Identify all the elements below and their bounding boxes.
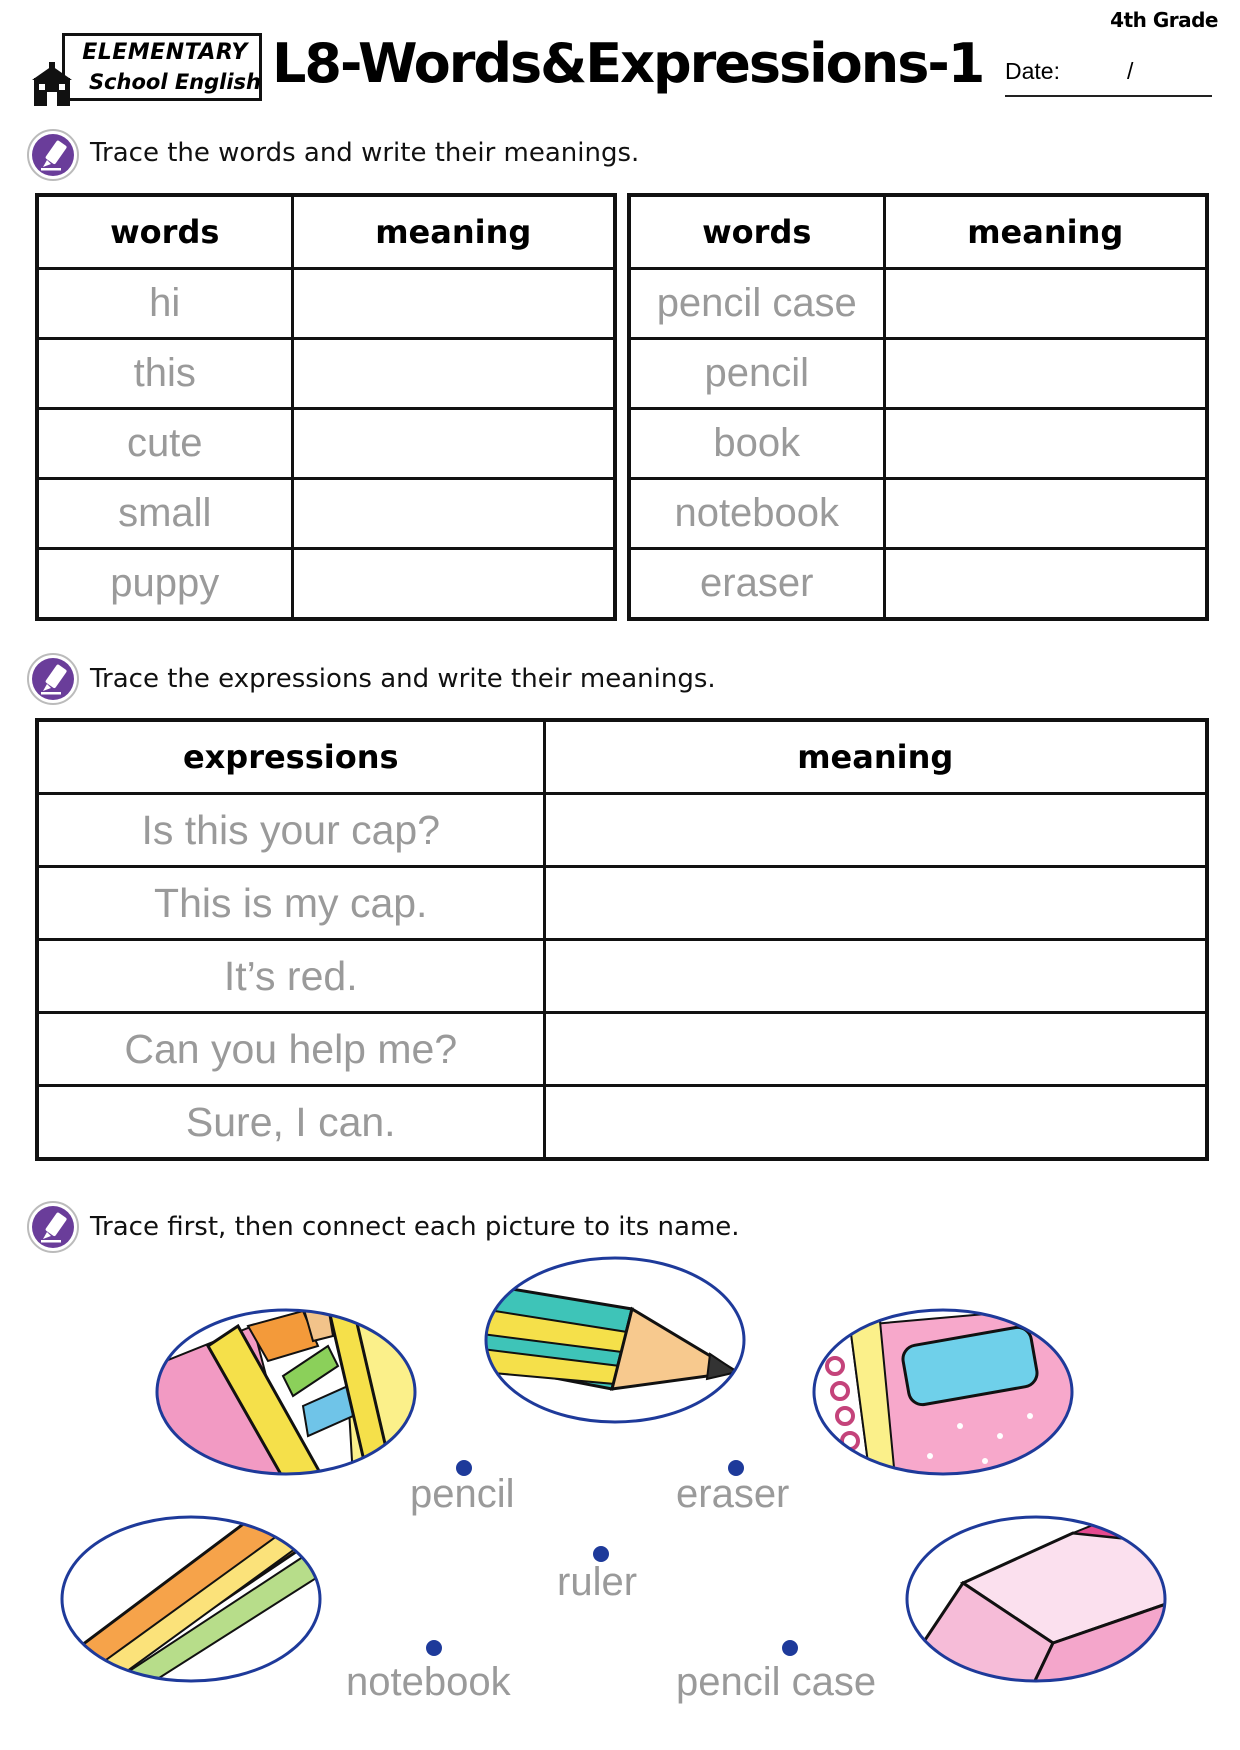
notebook-picture[interactable] bbox=[810, 1306, 1076, 1478]
trace-expression: Is this your cap? bbox=[37, 794, 544, 867]
trace-expression: Sure, I can. bbox=[37, 1086, 544, 1160]
meaning-answer-box[interactable] bbox=[544, 1013, 1207, 1086]
words-header: words bbox=[629, 195, 884, 269]
table-row bbox=[629, 409, 1207, 479]
meaning-answer-box[interactable] bbox=[292, 549, 615, 620]
words-header: words bbox=[37, 195, 292, 269]
school-building-icon bbox=[32, 62, 72, 108]
table-row bbox=[37, 339, 615, 409]
connect-dot[interactable] bbox=[782, 1640, 798, 1656]
trace-word: notebook bbox=[629, 479, 884, 549]
words-table-right bbox=[627, 193, 1209, 621]
meaning-header: meaning bbox=[544, 720, 1207, 794]
meaning-answer-box[interactable] bbox=[884, 549, 1207, 620]
meaning-answer-box[interactable] bbox=[884, 479, 1207, 549]
pencil-icon bbox=[26, 128, 80, 182]
trace-word: small bbox=[37, 479, 292, 549]
table-row bbox=[37, 1013, 1207, 1086]
trace-word: book bbox=[629, 409, 884, 479]
trace-expression: Can you help me? bbox=[37, 1013, 544, 1086]
table-row bbox=[37, 1086, 1207, 1160]
meaning-answer-box[interactable] bbox=[544, 1086, 1207, 1160]
instruction-3: Trace first, then connect each picture to its name. bbox=[90, 1212, 740, 1242]
meaning-answer-box[interactable] bbox=[544, 940, 1207, 1013]
meaning-answer-box[interactable] bbox=[292, 409, 615, 479]
table-row bbox=[37, 409, 615, 479]
trace-word: this bbox=[37, 339, 292, 409]
meaning-answer-box[interactable] bbox=[292, 339, 615, 409]
meaning-header: meaning bbox=[292, 195, 615, 269]
label-pencil: pencil bbox=[410, 1472, 515, 1516]
meaning-answer-box[interactable] bbox=[292, 269, 615, 339]
logo-line2: School English bbox=[88, 70, 261, 94]
ruler-picture[interactable] bbox=[58, 1513, 324, 1685]
trace-word: pencil bbox=[629, 339, 884, 409]
pencil-picture[interactable] bbox=[482, 1254, 748, 1426]
instruction-1: Trace the words and write their meanings. bbox=[90, 138, 640, 168]
connect-dot[interactable] bbox=[426, 1640, 442, 1656]
table-row bbox=[37, 269, 615, 339]
table-row bbox=[37, 549, 615, 620]
expressions-header: expressions bbox=[37, 720, 544, 794]
table-row bbox=[37, 867, 1207, 940]
trace-word: eraser bbox=[629, 549, 884, 620]
trace-word: puppy bbox=[37, 549, 292, 620]
pencil-icon bbox=[26, 652, 80, 706]
trace-word: pencil case bbox=[629, 269, 884, 339]
logo-line1: ELEMENTARY bbox=[82, 40, 248, 65]
school-logo bbox=[62, 33, 262, 101]
table-row bbox=[37, 940, 1207, 1013]
grade-label: 4th Grade bbox=[1110, 8, 1218, 32]
date-separator: / bbox=[1127, 58, 1134, 84]
expressions-table bbox=[35, 718, 1209, 1161]
table-row bbox=[629, 479, 1207, 549]
meaning-answer-box[interactable] bbox=[544, 867, 1207, 940]
table-row bbox=[629, 549, 1207, 620]
trace-word: cute bbox=[37, 409, 292, 479]
trace-word: hi bbox=[37, 269, 292, 339]
table-row bbox=[37, 479, 615, 549]
instruction-2: Trace the expressions and write their meanings. bbox=[90, 664, 716, 694]
meaning-answer-box[interactable] bbox=[884, 339, 1207, 409]
meaning-answer-box[interactable] bbox=[884, 409, 1207, 479]
pencil-case-picture[interactable] bbox=[153, 1306, 419, 1478]
table-row bbox=[629, 269, 1207, 339]
date-label: Date: bbox=[1005, 58, 1060, 84]
table-row bbox=[37, 794, 1207, 867]
date-field[interactable] bbox=[1005, 55, 1212, 97]
trace-expression: It’s red. bbox=[37, 940, 544, 1013]
worksheet-title: L8-Words&Expressions-1 bbox=[272, 32, 984, 95]
label-notebook: notebook bbox=[346, 1660, 511, 1704]
meaning-header: meaning bbox=[884, 195, 1207, 269]
eraser-picture[interactable] bbox=[903, 1513, 1169, 1685]
label-eraser: eraser bbox=[676, 1472, 790, 1516]
words-table-left bbox=[35, 193, 617, 621]
meaning-answer-box[interactable] bbox=[884, 269, 1207, 339]
meaning-answer-box[interactable] bbox=[292, 479, 615, 549]
table-row bbox=[629, 339, 1207, 409]
pencil-icon bbox=[26, 1200, 80, 1254]
trace-expression: This is my cap. bbox=[37, 867, 544, 940]
meaning-answer-box[interactable] bbox=[544, 794, 1207, 867]
label-ruler: ruler bbox=[557, 1560, 638, 1604]
label-pencil-case: pencil case bbox=[676, 1660, 877, 1704]
